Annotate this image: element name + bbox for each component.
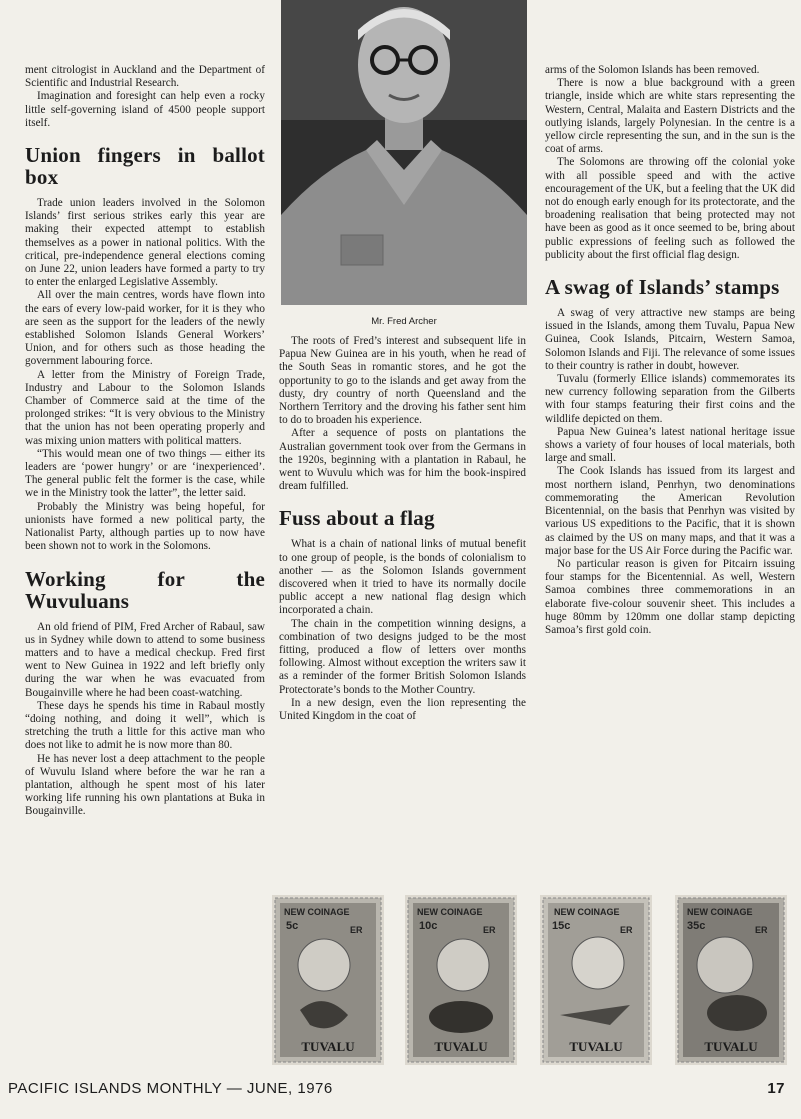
article-paragraph: The chain in the competition winning designs, a combination of two designs judged to be the most fitting, produced a flow of letters over months following. Almost without exception the writers saw it as a reminder of the former British Solomon Islands Protectorate’s bonds to the Mother Country. bbox=[279, 617, 526, 696]
article-paragraph: The roots of Fred’s interest and subsequent life in Papua New Guinea are in his youth, when he read of the South Seas in romantic stores, and he got the opportunity to go to the islands and get away from the dusty, dry country of north Queensland and the Northern Territory and the droving his father sent him to do to broaden his experience. bbox=[279, 335, 526, 427]
stamp-cypher: ER bbox=[483, 925, 496, 935]
article-continuation: arms of the Solomon Islands has been removed. bbox=[545, 64, 760, 76]
article-paragraph: Tuvalu (formerly Ellice islands) commemorates its new currency following separation from the Gilberts with four stamps featuring their first coins and the wildlife depicted on them. bbox=[545, 373, 795, 425]
article-paragraph: A letter from the Ministry of Foreign Trade, Industry and Labour to the Solomon Islands Chamber of Commerce said at the time of the prolonged strikes: “It is very obvious to the Ministry that the union has not been operating properly and was mixing union matters with political matters. bbox=[25, 368, 265, 447]
portrait-illustration bbox=[281, 0, 527, 305]
stamp-value: 15c bbox=[552, 920, 571, 932]
stamp-country: TUVALU bbox=[569, 1039, 623, 1054]
stamp-value: 5c bbox=[286, 920, 299, 932]
stamp-15c bbox=[540, 895, 652, 1065]
article-paragraph: Trade union leaders involved in the Solomon Islands’ first serious strikes early this year are making their expected attempt to establish themselves as a power in national politics. With the critical, pre-independence general elections coming on June 22, union leaders have formed a party to try to enter the enlarged Legislative Assembly. bbox=[25, 197, 265, 289]
photo-caption: Mr. Fred Archer bbox=[371, 316, 437, 327]
stamp-country: TUVALU bbox=[301, 1039, 355, 1054]
article-paragraph: All over the main centres, words have flown into the ears of every low-paid worker, for it is they who are seen as the support for the leaders of the newly established Solomon Islands General Workers’ Union, and for others such as those heading the government labouring force. bbox=[25, 289, 265, 368]
stamp-cypher: ER bbox=[620, 925, 633, 935]
article-paragraph: There is now a blue background with a green triangle, inside which are white stars representing the Western, Central, Malaita and Eastern Districts and the outlying islands, largely Polynesian. In the centre is a yellow circle representing the sun, and in the sun is the coat of arms. bbox=[545, 77, 795, 156]
article-paragraph: “This would mean one of two things — either its leaders are ‘power hungry’ or are ‘inexperienced’. The general public felt the former is the case, while we in the Ministry took the latter”, the letter said. bbox=[25, 447, 265, 500]
article-paragraph: The Solomons are throwing off the colonial yoke with all possible speed and with the active encouragement of the UK, but a feeling that the UK did not do enough early enough for its protectorate, and the broadening realisation that being protected may not have been as good as it once seemed to be, bring about public expressions of feeling such as followed the publicity about the first official flag design. bbox=[545, 156, 795, 261]
article-paragraph: In a new design, even the lion representing the United Kingdom in the coat of bbox=[279, 696, 526, 723]
masthead: PACIFIC ISLANDS MONTHLY — JUNE, 1976 bbox=[8, 1080, 333, 1097]
headline-flag: Fuss about a flag bbox=[279, 506, 435, 531]
stamp-top-label: NEW COINAGE bbox=[417, 907, 483, 917]
coin-icon bbox=[437, 939, 489, 991]
column-left bbox=[25, 64, 265, 819]
stamp-value: 10c bbox=[419, 920, 438, 932]
stamp-cypher: ER bbox=[755, 925, 768, 935]
coin-icon bbox=[697, 937, 753, 993]
headline-stamps: A swag of Islands’ stamps bbox=[545, 275, 780, 300]
article-paragraph: Imagination and foresight can help even a rocky little self-governing island of 4500 people support itself. bbox=[25, 90, 265, 129]
stamp-5c bbox=[272, 895, 384, 1065]
article-paragraph: What is a chain of national links of mutual benefit to one group of people, is the bonds of colonialism to another — as the Solomon Islands government discovered when it tried to have its normally docile public accept a new national flag design which incorporated a chain. bbox=[279, 538, 526, 617]
coin-icon bbox=[298, 939, 350, 991]
stamp-country: TUVALU bbox=[434, 1039, 488, 1054]
article-paragraph: Papua New Guinea’s latest national heritage issue shows a variety of four houses of local materials, both large and small. bbox=[545, 425, 795, 465]
column-right bbox=[545, 64, 795, 637]
stamp-cypher: ER bbox=[350, 925, 363, 935]
stamp-top-label: NEW COINAGE bbox=[687, 907, 753, 917]
column-middle bbox=[279, 335, 526, 723]
stamp-country: TUVALU bbox=[704, 1039, 758, 1054]
coin-icon bbox=[572, 937, 624, 989]
stamp-top-label: NEW COINAGE bbox=[284, 907, 350, 917]
stamp-35c bbox=[675, 895, 787, 1065]
article-paragraph: Probably the Ministry was being hopeful, for unionists have formed a new political party, the Nationalist Party, although parties up to now have been shown not to work in the Solomons. bbox=[25, 500, 265, 553]
headline-wuvulu: Working for the Wuvuluans bbox=[25, 566, 265, 613]
stamp-value: 35c bbox=[687, 920, 706, 932]
article-paragraph: A swag of very attractive new stamps are being issued in the Islands, among them Tuvalu, Papua New Guinea, Cook Islands, Pitcairn, Western Samoa, Solomon Islands and Fiji. The relevance of some issues to their country is rather in doubt, however. bbox=[545, 307, 795, 372]
article-paragraph: An old friend of PIM, Fred Archer of Rabaul, saw us in Sydney while down to attend to some business matters and to have a medical checkup. Fred first went to New Guinea in 1922 and left briefly only during the war when he was evacuated from Bougainville where he had been coast-watching. bbox=[25, 620, 265, 699]
portrait-photo bbox=[281, 0, 527, 305]
headline-union: Union fingers in ballot box bbox=[25, 143, 265, 190]
article-paragraph: He has never lost a deep attachment to the people of Wuvulu Island where before the war he ran a plantation, although he spent most of his later working life running his own plantations at Buka in Bougainville. bbox=[25, 752, 265, 818]
article-paragraph: These days he spends his time in Rabaul mostly “doing nothing, and doing it well”, which is stretching the truth a little for this active man who does not like to admit he is now more than 80. bbox=[25, 699, 265, 752]
crab-icon bbox=[429, 1001, 493, 1033]
turtle-icon bbox=[707, 995, 767, 1031]
article-paragraph: After a sequence of posts on plantations the Australian government took over from the Germans in the 1920s, beginning with a plantation in Rabaul, he went to Wuvulu which was for him the book-inspired dream fulfilled. bbox=[279, 427, 526, 493]
article-paragraph: No particular reason is given for Pitcairn issuing four stamps for the Bicentennial. As well, Western Samoa combines three commemorations in an elaborate five-colour souvenir sheet. This includes a huge 80mm by 120mm one dollar stamp depicting Samoa’s first gold coin. bbox=[545, 557, 795, 636]
page-footer bbox=[8, 1080, 789, 1097]
stamp-10c bbox=[405, 895, 517, 1065]
article-paragraph: The Cook Islands has issued from its largest and most northern island, Penrhyn, two denominations commemorating the American Revolution Bicentennial, on the basis that Penrhyn was visited by various US expeditions to the Pacific, that it is shown as claimed by the US on many maps, and that it was a major base for the US Air Force during the Pacific war. bbox=[545, 465, 795, 557]
page-number: 17 bbox=[767, 1080, 785, 1097]
article-continuation: ment citrologist in Auckland and the Department of Scientific and Industrial Research. bbox=[25, 64, 265, 90]
stamp-top-label: NEW COINAGE bbox=[554, 907, 620, 917]
